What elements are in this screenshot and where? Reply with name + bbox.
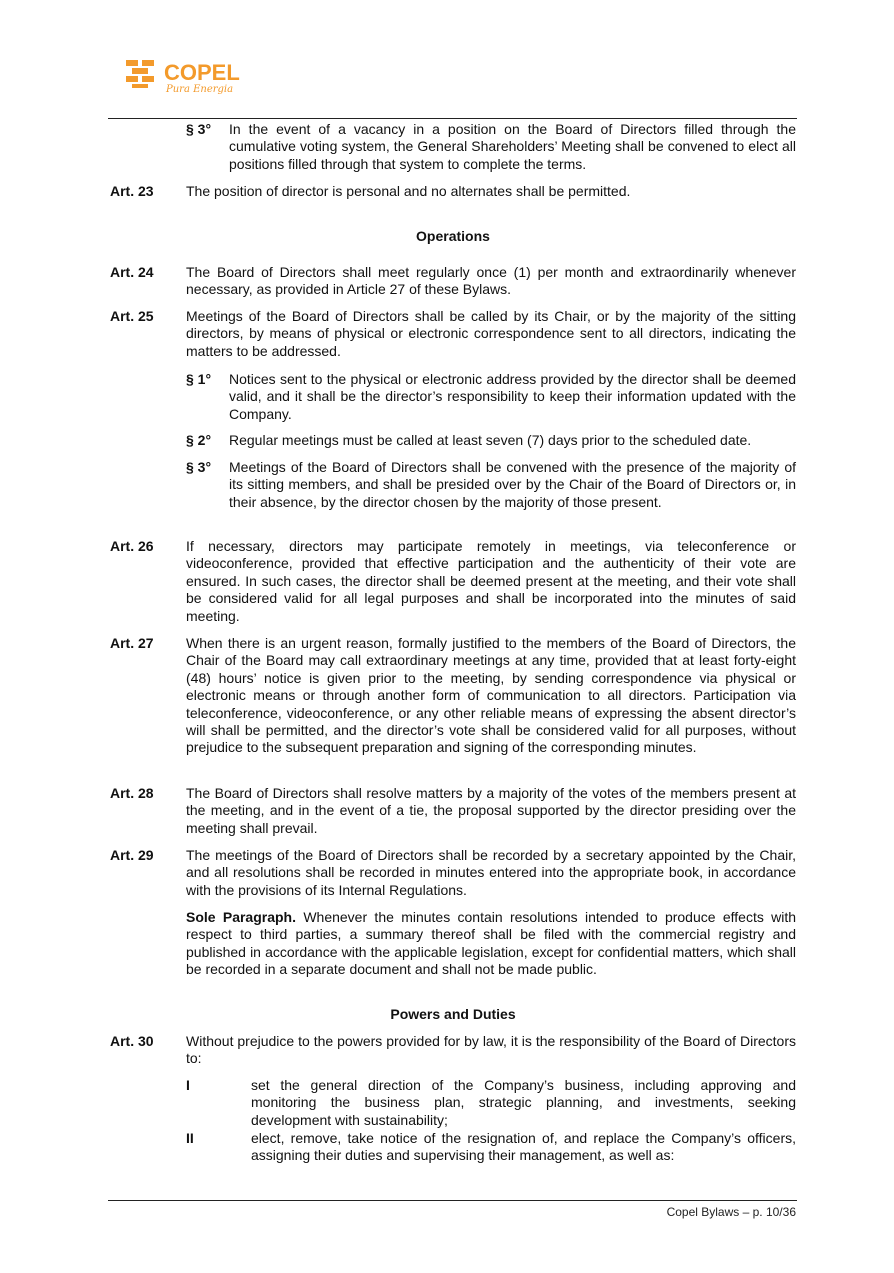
sole-paragraph-label: Sole Paragraph. — [186, 909, 297, 925]
article-29-sole-paragraph — [186, 909, 796, 979]
article-24 — [110, 264, 796, 299]
item-text: set the general direction of the Company’s business, including approving and monitoring the business plan, strategic planning, and investments, seeking development with sustainability; — [251, 1077, 796, 1128]
article-23 — [110, 183, 796, 200]
article-text: The Board of Directors shall resolve matters by a majority of the votes of the members present at the meeting, and in the event of a tie, the proposal supported by the director presiding over the meeting shall prevail. — [186, 785, 796, 836]
article-label: Art. 29 — [110, 847, 154, 863]
page-footer: Copel Bylaws – p. 10/36 — [666, 1205, 796, 1219]
article-25-paragraph-3 — [186, 459, 796, 511]
paragraph-text: In the event of a vacancy in a position on the Board of Directors filled through the cumulative voting system, the General Shareholders’ Meeting shall be convened to elect all positions filled through that system to complete the terms. — [229, 121, 796, 172]
article-27 — [110, 635, 796, 757]
article-25-paragraph-1 — [186, 371, 796, 423]
paragraph-3-vacancy — [186, 121, 796, 173]
article-25 — [110, 308, 796, 360]
paragraph-label: § 3° — [186, 121, 212, 137]
article-text: Meetings of the Board of Directors shall be called by its Chair, or by the majority of the sitting directors, by means of physical or electronic correspondence sent to all directors, indicating the matters to be addressed. — [186, 308, 796, 359]
article-text: If necessary, directors may participate remotely in meetings, via teleconference or videoconference, provided that effective participation and the authenticity of their vote are ensured. In such cases, the director shall be deemed present at the meeting, and their vote shall be considered valid for all legal purposes and shall be incorporated into the minutes of said meeting. — [186, 538, 796, 624]
article-text: The Board of Directors shall meet regularly once (1) per month and extraordinarily whenever necessary, as provided in Article 27 of these Bylaws. — [186, 264, 796, 298]
item-text: elect, remove, take notice of the resignation of, and replace the Company’s officers, assigning their duties and supervising their management, as well as: — [251, 1130, 796, 1164]
article-28 — [110, 785, 796, 837]
article-text: When there is an urgent reason, formally justified to the members of the Board of Directors, the Chair of the Board may call extraordinary meetings at any time, provided that at least forty-eight (48) hours’ notice is given prior to the meeting, by sending correspondence via physical or electronic means or through another form of communication to all directors. Participation via teleconference, videoconference, or any other reliable means of expressing the absent director’s will shall be permitted, and the director’s vote shall be considered valid for all purposes, without prejudice to the subsequent preparation and signing of the corresponding minutes. — [186, 635, 796, 756]
article-25-paragraph-2 — [186, 432, 796, 449]
logo-text: COPEL — [164, 60, 240, 85]
article-label: Art. 24 — [110, 264, 154, 280]
logo-tagline: Pura Energia — [166, 84, 234, 95]
paragraph-label: § 3° — [186, 459, 212, 475]
article-26 — [110, 538, 796, 625]
item-label: II — [186, 1130, 194, 1146]
paragraph-text: Notices sent to the physical or electronic address provided by the director shall be deemed valid, and it shall be the director’s responsibility to keep their information updated with the Company. — [229, 371, 796, 422]
footer-divider — [108, 1200, 797, 1201]
article-label: Art. 23 — [110, 183, 154, 199]
article-label: Art. 26 — [110, 538, 154, 554]
item-label: I — [186, 1077, 190, 1093]
article-29 — [110, 847, 796, 899]
section-heading-operations: Operations — [416, 228, 490, 244]
article-label: Art. 28 — [110, 785, 154, 801]
copel-logo — [124, 56, 244, 102]
paragraph-label: § 2° — [186, 432, 212, 448]
header-divider — [108, 118, 797, 119]
paragraph-text: Meetings of the Board of Directors shall be convened with the presence of the majority of its sitting members, and shall be presided over by the Chair of the Board of Directors or, in their absence, by the director chosen by the majority of those present. — [229, 459, 796, 510]
article-text: The meetings of the Board of Directors shall be recorded by a secretary appointed by the Chair, and all resolutions shall be recorded in minutes entered into the appropriate book, in accordance with the provisions of its Internal Regulations. — [186, 847, 796, 898]
paragraph-label: § 1° — [186, 371, 212, 387]
article-text: Without prejudice to the powers provided for by law, it is the responsibility of the Board of Directors to: — [186, 1033, 796, 1067]
paragraph-text: Regular meetings must be called at least seven (7) days prior to the scheduled date. — [229, 432, 752, 448]
section-heading-powers-and-duties: Powers and Duties — [390, 1006, 516, 1022]
article-30-item-ii — [186, 1130, 796, 1165]
article-label: Art. 25 — [110, 308, 154, 324]
sole-paragraph-text: Whenever the minutes contain resolutions intended to produce effects with respect to third parties, a summary thereof shall be filed with the commercial registry and published in accordance with the applicable legislation, except for confidential matters, which shall be recorded in a separate document and shall not be made public. — [186, 909, 797, 978]
article-text: The position of director is personal and no alternates shall be permitted. — [186, 183, 631, 199]
article-30-item-i — [186, 1077, 796, 1129]
article-label: Art. 30 — [110, 1033, 154, 1049]
article-label: Art. 27 — [110, 635, 154, 651]
article-30 — [110, 1033, 796, 1068]
